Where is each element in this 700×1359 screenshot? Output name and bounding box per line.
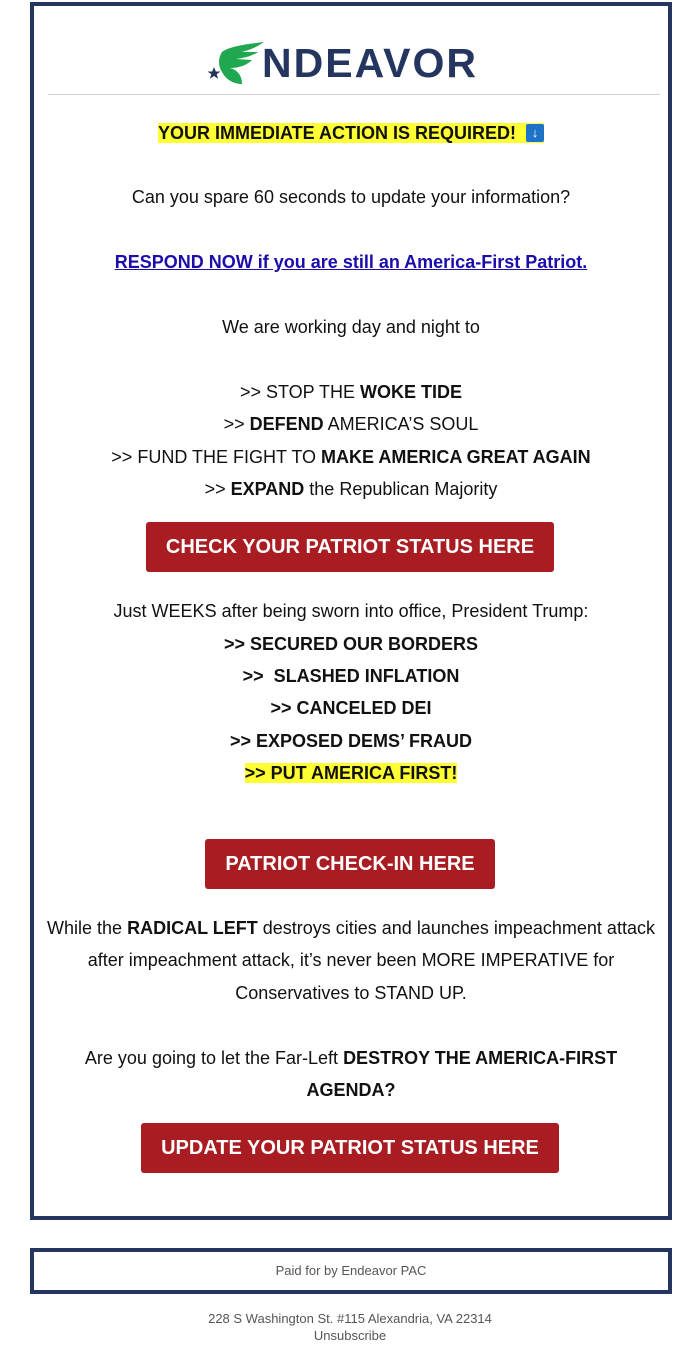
respond-now-link[interactable]: RESPOND NOW if you are still an America-First Patriot.: [114, 252, 588, 272]
goal-2: >> DEFEND AMERICA’S SOUL: [223, 414, 479, 434]
unsubscribe-line: [0, 1327, 700, 1344]
header-divider: [48, 94, 660, 95]
respond-line: [34, 246, 668, 278]
question-line-2: AGENDA?: [306, 1080, 396, 1100]
working-text: We are working day and night to: [222, 317, 480, 337]
accomplishment-5: >> PUT AMERICA FIRST!: [244, 763, 458, 783]
logo-wordmark: NDEAVOR: [262, 40, 478, 86]
radical-line-1: While the RADICAL LEFT destroys cities and launches impeachment attack: [47, 918, 655, 938]
radical-line-2: after impeachment attack, it’s never been MORE IMPERATIVE for: [87, 950, 615, 970]
wing-icon: [208, 40, 264, 88]
endeavor-logo[interactable]: [208, 40, 498, 88]
intro-text: Can you spare 60 seconds to update your information?: [131, 187, 571, 207]
accomplishment-4: >> EXPOSED DEMS’ FRAUD: [229, 731, 473, 751]
accomplishment-1: >> SECURED OUR BORDERS: [223, 634, 479, 654]
accomplishment-2: >> SLASHED INFLATION: [242, 666, 460, 686]
patriot-check-in-button[interactable]: PATRIOT CHECK-IN HERE: [205, 839, 495, 889]
unsubscribe-link[interactable]: Unsubscribe: [313, 1328, 387, 1343]
down-arrow-icon: ↓: [526, 124, 544, 142]
goal-3: >> FUND THE FIGHT TO MAKE AMERICA GREAT AGAIN: [111, 447, 591, 467]
check-status-button[interactable]: CHECK YOUR PATRIOT STATUS HERE: [146, 522, 554, 572]
alert-text: YOUR IMMEDIATE ACTION IS REQUIRED! ↓: [158, 123, 544, 143]
goal-4: >> EXPAND the Republican Majority: [204, 479, 498, 499]
email-card: [30, 2, 672, 1220]
paid-for-box: [30, 1248, 672, 1294]
paid-for-text: Paid for by Endeavor PAC: [275, 1263, 427, 1278]
question-line-1: Are you going to let the Far-Left DESTROY THE AMERICA-FIRST: [84, 1048, 618, 1068]
address-text: 228 S Washington St. #115 Alexandria, VA 22314: [208, 1311, 492, 1326]
radical-line-3: Conservatives to STAND UP.: [235, 983, 467, 1003]
update-status-button[interactable]: UPDATE YOUR PATRIOT STATUS HERE: [141, 1123, 559, 1173]
weeks-intro: Just WEEKS after being sworn into office, President Trump:: [113, 601, 589, 621]
accomplishment-3: >> CANCELED DEI: [270, 698, 432, 718]
alert-line: [34, 117, 668, 149]
goal-1: >> STOP THE WOKE TIDE: [239, 382, 463, 402]
